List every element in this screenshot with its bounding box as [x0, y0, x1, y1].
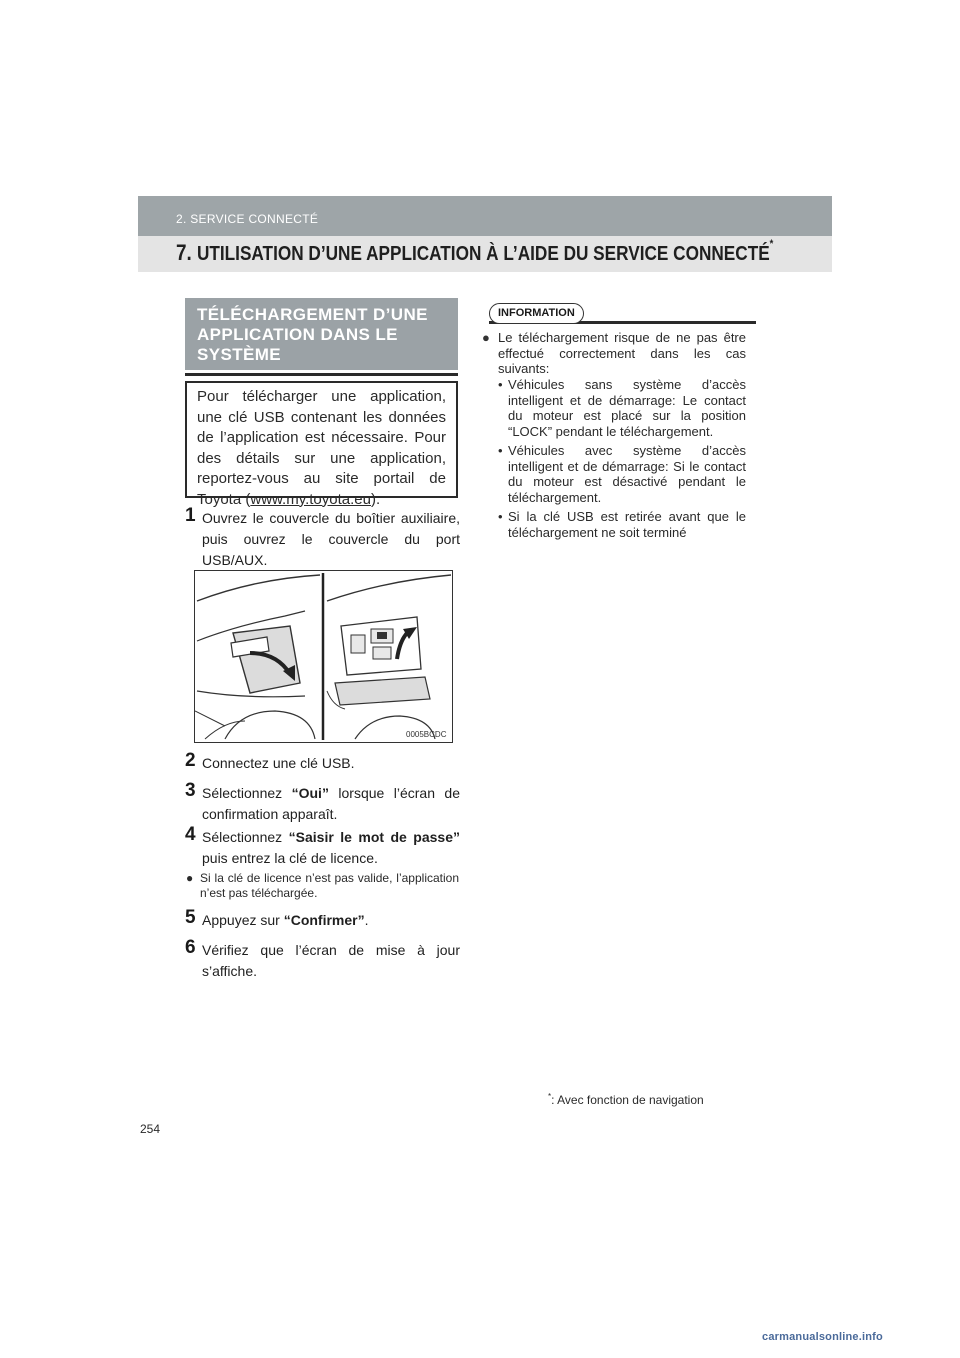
footnote [548, 1092, 704, 1107]
section-box-title: TÉLÉCHARGEMENT D’UNE APPLICATION DANS LE SYSTÈME [185, 298, 458, 370]
step-bold: “Confirmer” [283, 912, 365, 928]
step-number: 5 [185, 907, 196, 928]
note-bullet [186, 871, 459, 901]
step-number: 4 [185, 824, 196, 845]
step-6 [185, 937, 460, 982]
step-text-post: lorsque l’écran de confirmation apparaît. [202, 785, 460, 822]
image-code: 0005BCDC [406, 730, 447, 739]
step-text: Vérifiez que l’écran de mise à jour s’affiche. [202, 942, 460, 979]
step-text-pre: Sélectionnez [202, 785, 292, 801]
information-sub-3 [498, 509, 746, 540]
step-text: Ouvrez le couvercle du boîtier auxiliaire, puis ouvrez le couvercle du port USB/AUX. [202, 510, 460, 568]
sub-bullet: • [498, 377, 503, 392]
watermark[interactable]: carmanualsonline.info [762, 1331, 883, 1343]
step-number: 1 [185, 505, 196, 526]
step-bold: “Saisir le mot de passe” [288, 829, 460, 845]
step-2 [185, 750, 460, 774]
step-number: 6 [185, 937, 196, 958]
box-divider [185, 373, 458, 376]
sub-bullet: • [498, 509, 503, 524]
information-badge: INFORMATION [489, 303, 584, 324]
page-title [176, 240, 773, 266]
information-sub-1 [498, 377, 746, 439]
sub-bullet: • [498, 443, 503, 458]
section-label: 2. SERVICE CONNECTÉ [176, 212, 319, 226]
bullet-dot: ● [482, 330, 490, 345]
step-text: Connectez une clé USB. [202, 755, 355, 771]
step-number: 3 [185, 780, 196, 801]
footnote-mark: * [548, 1092, 552, 1101]
step-text-post: puis entrez la clé de licence. [202, 850, 378, 866]
step-bold: “Oui” [291, 785, 329, 801]
title-asterisk: * [769, 238, 774, 250]
information-sub-text: Véhicules sans système d’accès intelligent et de démarrage: Le contact du moteur est placé sur la position “LOCK” pendant le téléchargement. [508, 377, 746, 439]
page-number: 254 [140, 1122, 161, 1136]
information-sub-2 [498, 443, 746, 505]
information-sub-text: Véhicules avec système d’accès intelligent et de démarrage: Si le contact du moteur est désactivé pendant le téléchargement. [508, 443, 746, 505]
step-4 [185, 824, 460, 869]
title-text: UTILISATION D’UNE APPLICATION À L’AIDE DU SERVICE CONNECTÉ [196, 243, 770, 265]
information-main-text: Le téléchargement risque de ne pas être effectué correctement dans les cas suivants: [498, 330, 746, 376]
usb-port-illustration [194, 570, 453, 743]
chapter-number: 7. [176, 240, 192, 265]
step-3 [185, 780, 460, 825]
intro-text: Pour télécharger une application, une clé USB contenant les données de l’application est nécessaire. Pour des détails sur une application, reportez-vous au site portail de Toyota ( [197, 388, 446, 508]
portal-link[interactable]: www.my.toyota.eu [250, 490, 371, 508]
note-text: Si la clé de licence n’est pas valide, l’application n’est pas téléchargée. [200, 871, 459, 900]
step-text-post: . [364, 912, 369, 928]
information-sub-text: Si la clé USB est retirée avant que le téléchargement ne soit terminé [508, 509, 746, 540]
console-drawing [195, 571, 452, 742]
footnote-text: : Avec fonction de navigation [551, 1093, 704, 1107]
step-number: 2 [185, 750, 196, 771]
intro-box [185, 381, 458, 508]
step-text-pre: Sélectionnez [202, 829, 289, 845]
information-main [482, 330, 746, 377]
intro-end: ). [370, 490, 381, 508]
bullet-dot: ● [186, 871, 194, 885]
step-text-pre: Appuyez sur [202, 912, 284, 928]
step-1 [185, 505, 460, 571]
step-5 [185, 907, 460, 931]
